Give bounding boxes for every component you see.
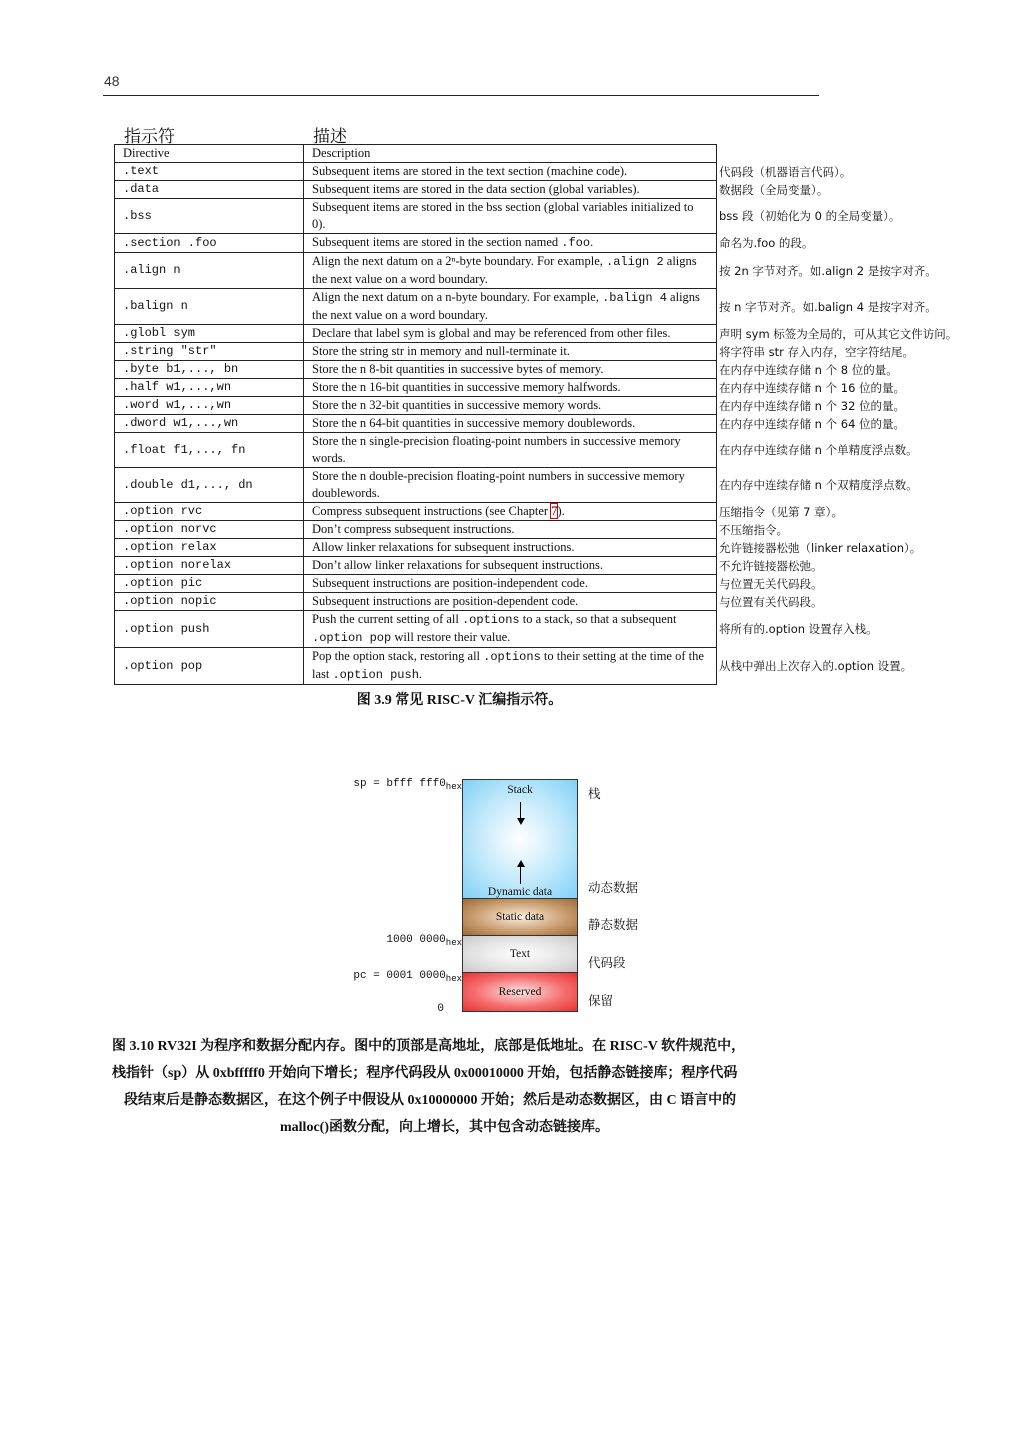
directive-cell: .word w1,...,wn [115,397,304,415]
reserved-region: Reserved [462,972,578,1012]
table-row [115,611,982,648]
directive-cell: .option norelax [115,557,304,575]
static-data-region: Static data [462,898,578,936]
directive-cell: .align n [115,253,304,289]
chinese-note: 按 n 字节对齐。如.balign 4 是按字对齐。 [719,299,937,314]
chinese-note: 在内存中连续存储 n 个 64 位的量。 [719,416,906,431]
figure-caption-line: 栈指针（sp）从 0xbfffff0 开始向下增长；程序代码段从 0x00010000 开始，包括静态链接库；程序代码 [112,1066,738,1081]
table-row [115,521,982,539]
description-text: to a stack, so that a subsequent [519,612,677,626]
directive-cell: .option nopic [115,593,304,611]
description-text: Align the next datum on a n-byte boundary. For example, [312,290,603,304]
chinese-note: 将所有的.option 设置存入栈。 [719,622,878,636]
description-text: Don’t compress subsequent instructions. [312,522,515,536]
description-text: Store the n 64-bit quantities in successive memory doublewords. [312,416,636,430]
dynamic-zh-label: 动态数据 [588,880,639,895]
description-cell [304,648,717,685]
directive-cell: .float f1,..., fn [115,433,304,468]
directive-cell: .option push [115,611,304,648]
figure-caption-line: 图 3.10 RV32I 为程序和数据分配内存。图中的顶部是高地址，底部是低地址。在 RISC-V 软件规范中， [112,1039,746,1054]
description-text: .option push [332,668,419,682]
description-text: .align 2 [606,255,664,269]
figure-caption-line: 段结束后是静态数据区，在这个例子中假设从 0x10000000 开始；然后是动态数据区，由 C 语言中的 [124,1093,737,1108]
zero-address: 0 [437,1003,444,1015]
table-row [115,199,982,234]
chinese-note: 将字符串 str 存入内存，空字符结尾。 [719,344,915,359]
description-cell [304,181,717,199]
chinese-note: 在内存中连续存储 n 个单精度浮点数。 [719,443,918,457]
description-text: aligns the next value on a word boundary. [312,290,700,322]
chinese-note: 代码段（机器语言代码）。 [719,164,852,179]
chinese-note: 在内存中连续存储 n 个 8 位的量。 [719,362,898,377]
chinese-note: 不允许链接器松弛。 [719,558,823,573]
description-text: Subsequent instructions are position-dependent code. [312,594,579,608]
chinese-note: 允许链接器松弛（linker relaxation）。 [719,540,922,555]
directive-cell: .option relax [115,539,304,557]
text-start-address: 1000 $0000_{hex}$ [386,934,462,949]
description-cell [304,468,717,503]
table-row [115,361,982,379]
directive-cell: .balign n [115,289,304,325]
chinese-note: 在内存中连续存储 n 个 16 位的量。 [719,380,906,395]
description-text: .foo [561,236,591,250]
table-row [115,253,982,289]
directive-table [114,144,982,685]
header-directive: Directive [115,145,304,163]
page-number: 48 [104,73,120,89]
directive-cell: .data [115,181,304,199]
description-text: Store the n single-precision floating-point numbers in successive memory words. [312,434,681,465]
directive-cell: .option norvc [115,521,304,539]
stack-zh-label: 栈 [588,786,601,801]
text-zh-label: 代码段 [588,955,626,970]
chinese-note: 声明 sym 标签为全局的，可从其它文件访问。 [719,326,958,341]
description-text: Align the next datum on a 2ⁿ-byte boundary. For example, [312,254,607,268]
description-text: Store the string str in memory and null-terminate it. [312,344,570,358]
description-cell [304,503,717,521]
chinese-note: 与位置有关代码段。 [719,594,823,609]
description-cell [304,361,717,379]
description-cell [304,325,717,343]
table-row [115,648,982,685]
description-cell [304,539,717,557]
directive-cell: .byte b1,..., bn [115,361,304,379]
static-zh-label: 静态数据 [588,917,639,932]
table-row [115,539,982,557]
dynamic-data-label: Dynamic data [487,886,553,898]
table-row [115,343,982,361]
directive-cell: .double d1,..., dn [115,468,304,503]
description-cell [304,415,717,433]
description-text: .options [483,650,541,664]
directive-cell: .dword w1,...,wn [115,415,304,433]
stack-label: Stack [507,784,533,796]
table-row [115,468,982,503]
table-row [115,325,982,343]
directive-cell: .bss [115,199,304,234]
description-text: Don’t allow linker relaxations for subsequent instructions. [312,558,604,572]
description-text: .option pop [312,631,392,645]
description-text: .balign 4 [602,291,667,305]
figure-caption-line: malloc()函数分配，向上增长，其中包含动态链接库。 [280,1120,609,1135]
table-row [115,433,982,468]
header-description: Description [304,145,717,163]
description-cell [304,343,717,361]
description-text: Subsequent items are stored in the text section (machine code). [312,164,628,178]
chinese-note: 在内存中连续存储 n 个 32 位的量。 [719,398,906,413]
directive-cell: .section .foo [115,234,304,253]
description-text: to their setting at the time of the last [312,649,704,681]
description-text: Store the n 8-bit quantities in successive bytes of memory. [312,362,604,376]
directive-cell: .globl sym [115,325,304,343]
description-cell [304,163,717,181]
chinese-note: 在内存中连续存储 n 个双精度浮点数。 [719,478,918,492]
table-row [115,234,982,253]
directive-cell: .half w1,...,wn [115,379,304,397]
description-cell [304,397,717,415]
description-text: Allow linker relaxations for subsequent instructions. [312,540,575,554]
description-text: aligns the next value on a word boundary. [312,254,697,286]
table-row [115,575,982,593]
description-text: . [590,235,594,249]
description-cell [304,379,717,397]
description-text: Push the current setting of all [312,612,462,626]
description-cell [304,253,717,289]
directive-cell: .option pop [115,648,304,685]
directive-cell: .option pic [115,575,304,593]
table-caption: 图 3.9 常见 RISC-V 汇编指示符。 [356,693,563,708]
table-row [115,593,982,611]
description-text: Store the n 32-bit quantities in successive memory words. [312,398,602,412]
table-row [115,415,982,433]
chinese-note: 从栈中弹出上次存入的.option 设置。 [719,659,913,673]
description-text: Subsequent items are stored in the data section (global variables). [312,182,640,196]
description-cell [304,199,717,234]
sp-address: sp = bfff $fff0_{hex}$ [353,778,462,793]
zh-header-directive: 指示符 [124,127,175,147]
chinese-note: 压缩指令（见第 7 章）。 [719,504,843,519]
description-text: Store the n double-precision floating-point numbers in successive memory doublewords. [312,469,685,500]
description-cell [304,557,717,575]
description-text: Store the n 16-bit quantities in successive memory halfwords. [312,380,621,394]
description-text: Subsequent items are stored in the section named [312,235,562,249]
table-header-row [115,145,982,163]
description-text: Subsequent instructions are position-independent code. [312,576,588,590]
reserved-zh-label: 保留 [588,993,614,1008]
table-row [115,181,982,199]
text-region: Text [462,935,578,973]
table-row [115,397,982,415]
description-cell [304,289,717,325]
description-text: .options [461,613,520,627]
table-row [115,289,982,325]
chinese-note: 与位置无关代码段。 [719,576,823,591]
header-rule [103,95,819,96]
pc-address: pc = 0001 $0000_{hex}$ [353,970,462,985]
chapter-link[interactable]: 7 [551,504,558,518]
directive-cell: .string "str" [115,343,304,361]
description-text: . [418,667,423,681]
directive-cell: .option rvc [115,503,304,521]
chinese-note: 按 2n 字节对齐。如.align 2 是按字对齐。 [719,263,937,278]
description-cell [304,433,717,468]
table-row [115,379,982,397]
description-text: Subsequent items are stored in the bss section (global variables initialized to 0). [312,200,694,231]
directive-cell: .text [115,163,304,181]
description-cell [304,593,717,611]
chinese-note: bss 段（初始化为 0 的全局变量）。 [719,209,901,223]
description-text: Compress subsequent instructions (see Chapter [312,504,552,518]
description-cell [304,234,717,253]
zh-header-description: 描述 [313,127,347,147]
chinese-note: 不压缩指令。 [719,522,788,537]
table-row [115,503,982,521]
stack-region [462,779,578,899]
table-row [115,163,982,181]
table-row [115,557,982,575]
description-cell [304,611,717,648]
chinese-note: 命名为.foo 的段。 [719,236,814,250]
description-cell [304,521,717,539]
description-cell [304,575,717,593]
up-arrow-icon [517,860,525,867]
chinese-note: 数据段（全局变量）。 [719,182,829,197]
description-text: will restore their value. [391,630,511,644]
description-text: Pop the option stack, restoring all [312,649,484,663]
description-text: Declare that label sym is global and may be referenced from other files. [312,326,671,340]
description-text: ). [557,504,565,518]
